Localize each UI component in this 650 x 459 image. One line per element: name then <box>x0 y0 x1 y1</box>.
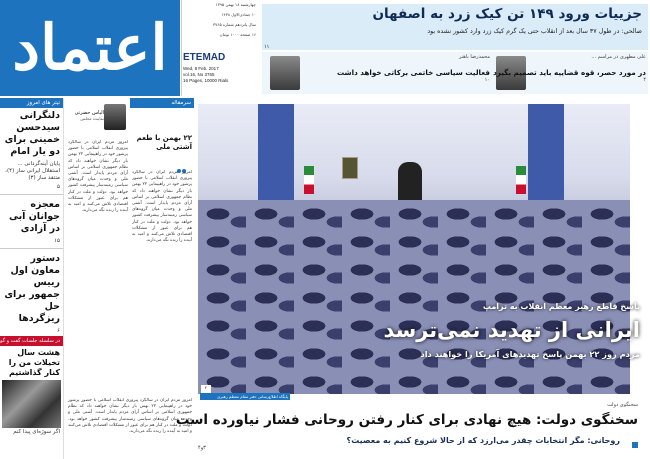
left-page-2: ۱۵ <box>54 238 60 244</box>
crowd <box>198 200 630 394</box>
author-box <box>68 100 128 136</box>
photo-overlay-headline[interactable]: ایرانی از تهدید نمی‌ترسد <box>383 318 640 342</box>
left-bottom-headline[interactable]: هشت سال تخیلات من را کنار گذاشتیم <box>8 348 60 377</box>
bottom-subhead: روحانی: مگر انتخابات چقدر می‌ارزد که از حالا شروع کنیم به معصیت؟ <box>346 436 620 445</box>
editorial-section-label: سرمقاله <box>130 98 194 108</box>
strip-kicker-1: علی مطهری در مراسم ... <box>591 54 646 60</box>
author-role: نماینده مجلس <box>80 116 104 121</box>
left-page-1: ۵ <box>57 184 60 190</box>
masthead <box>0 0 180 96</box>
strip-headline-2[interactable]: فعالیت سیاسی خاتمی برکاتی خواهد داشت <box>336 68 490 77</box>
flag-icon <box>516 166 526 194</box>
top-subhead: صالحی: در طول ۳۷ سال بعد از انقلاب حتی یک گرم کیک زرد وارد کشور نشده بود <box>427 28 642 35</box>
bottom-kicker: سخنگوی دولت <box>607 402 638 408</box>
left-headline-2[interactable]: معجزه جوانان آبی در آزادی <box>8 199 60 234</box>
date-english <box>183 66 257 84</box>
bullet-icon <box>632 442 638 448</box>
top-page-ref: ۱۱ <box>264 44 270 50</box>
date-fa-4: ۱۶ صفحه ۱۰۰۰ تومان <box>219 32 256 37</box>
editorial-column <box>66 98 194 398</box>
divider <box>0 248 63 249</box>
left-column <box>0 98 64 459</box>
editorial-headline[interactable]: ۲۲ بهمن با طعم آشتی ملی <box>136 134 192 151</box>
divider <box>0 194 63 195</box>
bottom-headline[interactable]: سخنگوی دولت: هیچ نهادی برای کنار رفتن روحانی فشار نیاورده است <box>175 412 638 428</box>
curtain <box>528 104 564 208</box>
date-fa-2: ۱۰ جمادی‌الاول ۱۴۳۸ <box>221 12 256 17</box>
date-en-2: vol.16, No 3765 <box>183 72 215 77</box>
top-headline[interactable]: جزییات ورود ۱۴۹ تن کیک زرد به اصفهان <box>372 6 642 22</box>
left-bottom-text: اگر سوژه‌ای پیدا کنم <box>13 429 60 435</box>
author-name-text: الیاس حضرتی <box>74 110 104 116</box>
photo-icon <box>270 56 300 90</box>
date-en-1: Wed, 8 Feb. 2017 <box>183 66 219 71</box>
strip-page-2: ۱۰ <box>484 77 490 83</box>
strip-story-1[interactable] <box>493 54 646 92</box>
date-fa-1: چهارشنبه ۱۸ بهمن ۱۳۹۵ <box>215 2 256 7</box>
portrait-frame <box>342 157 358 179</box>
strip-headline-1[interactable]: در مورد حصر، قوه قضاییه باید تصمیم بگیرد <box>493 68 646 77</box>
bw-photo <box>2 380 61 428</box>
date-fa-3: سال پانزدهم شماره ۳۷۶۵ <box>213 22 256 27</box>
left-headline-1[interactable]: دلنگرانی سیدحسن خمینی برای دو یار امام <box>4 110 60 157</box>
strip-kicker-2: محمدرضا باهنر <box>458 54 490 60</box>
photo-overlay-kicker: پاسخ قاطع رهبر معظم انقلاب به ترامپ <box>482 302 640 311</box>
photo-credit: پایگاه اطلاع‌رسانی دفتر مقام معظم رهبری <box>200 393 290 400</box>
editorial-lower <box>66 398 194 454</box>
photo-page-ref: ۲ <box>201 385 211 393</box>
photo-overlay-subhead: مردم روز ۲۲ بهمن پاسخ تهدیدهای آمریکا را خواهند داد <box>420 349 640 359</box>
bottom-page-ref: ۳و۴ <box>198 445 206 451</box>
author-name <box>70 110 104 121</box>
editorial-body-a: امروز مردم ایران در سالگرد پیروزی انقلاب اسلامی با حضور پرشور خود در راهپیمایی ۲۲ بهمن بار دیگر نشان خواهند داد که نظام جمهوری اسلامی بر اساس آرای مردم پایدار است. آشتی ملی و وحدت میان گروه‌های سیاسی زمینه‌ساز پیشرفت کشور خواهد بود. دولت و ملت در کنار هم برای عبور از مشکلات اقتصادی تلاش می‌کنند و امید به آینده را زنده نگه می‌دارند. <box>132 170 192 244</box>
name-english: ETEMAD <box>183 52 226 63</box>
editorial-body-c: امروز مردم ایران در سالگرد پیروزی انقلاب اسلامی با حضور پرشور خود در راهپیمایی ۲۲ بهمن بار دیگر نشان خواهند داد که نظام جمهوری اسلامی بر اساس آرای مردم پایدار است. آشتی ملی و وحدت میان گروه‌های سیاسی زمینه‌ساز پیشرفت کشور خواهد بود. دولت و ملت در کنار هم برای عبور از مشکلات اقتصادی تلاش می‌کنند و امید به آینده را زنده نگه می‌دارند. <box>68 398 193 435</box>
left-page-3: ۶ <box>57 328 60 334</box>
curtain <box>258 104 294 208</box>
strip-story-2[interactable] <box>270 54 490 92</box>
left-headline-3[interactable]: دستور معاون اول رییس جمهور برای حل ریزگردها <box>4 253 60 324</box>
date-en-3: 16 Pages, 10000 Rials <box>183 78 229 83</box>
quote-marks-icon <box>176 158 186 168</box>
left-red-bar: در سلسله جلسات گفت و گو <box>0 336 63 346</box>
editorial-body-b: امروز مردم ایران در سالگرد پیروزی انقلاب اسلامی با حضور پرشور خود در راهپیمایی ۲۲ بهمن بار دیگر نشان خواهند داد که نظام جمهوری اسلامی بر اساس آرای مردم پایدار است. آشتی ملی و وحدت میان گروه‌های سیاسی زمینه‌ساز پیشرفت کشور خواهد بود. دولت و ملت در کنار هم برای عبور از مشکلات اقتصادی تلاش می‌کنند و امید به آینده را زنده نگه می‌دارند. <box>68 140 128 214</box>
flag-icon <box>304 166 314 194</box>
strip-page-1: ۴ <box>643 77 646 83</box>
newspaper-logo[interactable]: اعتماد <box>12 11 168 84</box>
left-column-header: تیتر های امروز <box>0 98 63 108</box>
left-text-1: پایان آینه‌گردانی ... استقلال ایرانی ساز (۴)، منتقد ساز (۳) <box>5 161 60 181</box>
author-photo <box>104 104 126 130</box>
